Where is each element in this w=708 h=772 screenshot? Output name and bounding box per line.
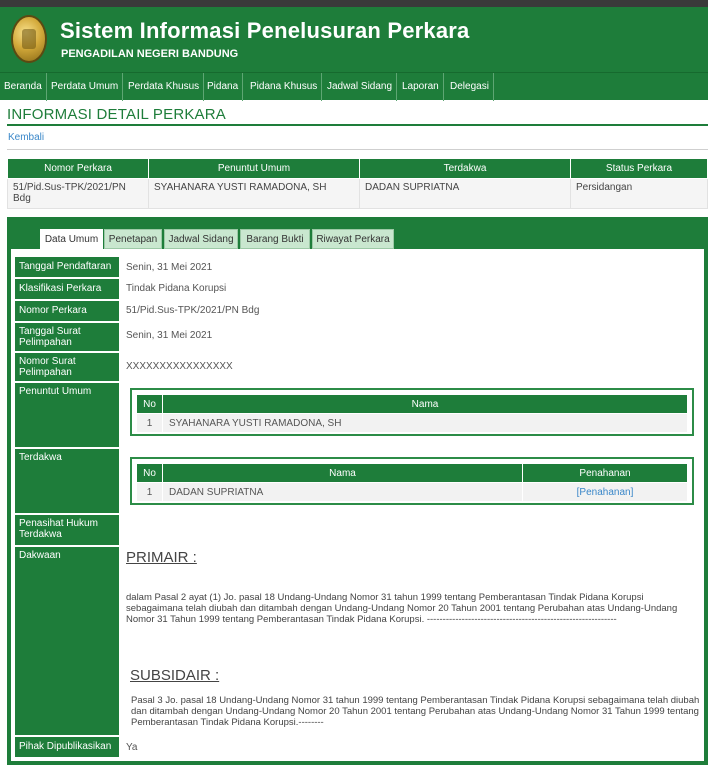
col-penahanan: Penahanan [523, 464, 688, 483]
app-subtitle: PENGADILAN NEGERI BANDUNG [61, 48, 239, 60]
penahanan-link[interactable]: [Penahanan] [576, 486, 634, 498]
primair-text: dalam Pasal 2 ayat (1) Jo. pasal 18 Undang-Undang Nomor 31 tahun 1999 tentang Pemberantasan Tindak Pidana Korupsi sebagaimana telah diubah dan ditambah dengan Undang-Undang Nomor 20 Tahun 2001 tentang Perubahan atas Undang-Undang Nomor 31 Tahun 1999 tentang Pemberantasan Tindak Pidana Korupsi. ------------------------------------------------------------ [126, 592, 678, 625]
nav-perdata-khusus[interactable]: Perdata Khusus [124, 73, 204, 101]
col-no: No [137, 464, 163, 483]
value-tanggal-pendaftaran: Senin, 31 Mei 2021 [126, 262, 213, 273]
value-nomor-perkara: 51/Pid.Sus-TPK/2021/PN Bdg [126, 305, 260, 316]
cell-penuntut-umum: SYAHANARA YUSTI RAMADONA, SH [149, 179, 360, 209]
heading-divider [7, 124, 708, 126]
nav-pidana[interactable]: Pidana [203, 73, 243, 101]
penuntut-umum-table-box [130, 388, 694, 436]
cell-nama: DADAN SUPRIATNA [163, 483, 523, 502]
label-nomor-perkara: Nomor Perkara [15, 301, 119, 321]
primair-title: PRIMAIR : [126, 549, 197, 566]
col-status-perkara: Status Perkara [571, 159, 708, 179]
value-nomor-surat-pelimpahan: XXXXXXXXXXXXXXXX [126, 361, 233, 372]
nav-perdata-umum[interactable]: Perdata Umum [47, 73, 123, 101]
label-klasifikasi-perkara: Klasifikasi Perkara [15, 279, 119, 299]
label-tanggal-surat-pelimpahan: Tanggal Surat Pelimpahan [15, 323, 119, 351]
cell-no: 1 [137, 414, 163, 433]
label-penuntut-umum: Penuntut Umum [15, 383, 119, 447]
tab-bar [7, 229, 708, 249]
divider [7, 149, 708, 150]
nav-pidana-khusus[interactable]: Pidana Khusus [246, 73, 322, 101]
col-penuntut-umum: Penuntut Umum [149, 159, 360, 179]
cell-nama: SYAHANARA YUSTI RAMADONA, SH [163, 414, 688, 433]
col-nama: Nama [163, 395, 688, 414]
tab-jadwal-sidang[interactable]: Jadwal Sidang [164, 229, 238, 249]
cell-status-perkara: Persidangan [571, 179, 708, 209]
tab-riwayat-perkara[interactable]: Riwayat Perkara [312, 229, 394, 249]
cell-no: 1 [137, 483, 163, 502]
tab-barang-bukti[interactable]: Barang Bukti [240, 229, 310, 249]
label-terdakwa: Terdakwa [15, 449, 119, 513]
cell-penahanan [523, 483, 688, 502]
top-strip [0, 0, 708, 7]
label-nomor-surat-pelimpahan: Nomor Surat Pelimpahan [15, 353, 119, 381]
nav-delegasi[interactable]: Delegasi [446, 73, 494, 101]
data-umum-content [11, 249, 704, 761]
emblem-detail [22, 29, 36, 49]
table-row [8, 179, 708, 209]
value-pihak-dipublikasikan: Ya [126, 742, 138, 753]
page-title: INFORMASI DETAIL PERKARA [7, 106, 227, 123]
court-emblem-logo [11, 15, 47, 63]
label-tanggal-pendaftaran: Tanggal Pendaftaran [15, 257, 119, 277]
penuntut-umum-table [136, 394, 688, 433]
value-klasifikasi-perkara: Tindak Pidana Korupsi [126, 283, 227, 294]
table-row [137, 483, 688, 502]
header-banner [0, 7, 708, 72]
cell-nomor-perkara: 51/Pid.Sus-TPK/2021/PN Bdg [8, 179, 149, 209]
nav-beranda[interactable]: Beranda [0, 73, 47, 101]
value-tanggal-surat-pelimpahan: Senin, 31 Mei 2021 [126, 330, 213, 341]
main-nav [0, 72, 708, 100]
label-pihak-dipublikasikan: Pihak Dipublikasikan [15, 737, 119, 757]
app-title: Sistem Informasi Penelusuran Perkara [60, 18, 470, 43]
col-nama: Nama [163, 464, 523, 483]
subsidair-text: Pasal 3 Jo. pasal 18 Undang-Undang Nomor 31 tahun 1999 tentang Pemberantasan Tindak Pidana Korupsi sebagaimana telah diubah dan ditambah dengan Undang-Undang Nomor 20 Tahun 2001 tentang Perubahan atas Undang-Undang Nomor 31 Tahun 1999 tentang Pemberantasan Tindak Pidana Korupsi.-------- [131, 695, 700, 728]
table-row [137, 414, 688, 433]
back-link[interactable]: Kembali [8, 132, 45, 143]
case-summary-table [7, 158, 708, 209]
terdakwa-table-box [130, 457, 694, 505]
col-nomor-perkara: Nomor Perkara [8, 159, 149, 179]
col-no: No [137, 395, 163, 414]
label-dakwaan: Dakwaan [15, 547, 119, 735]
cell-terdakwa: DADAN SUPRIATNA [360, 179, 571, 209]
terdakwa-table [136, 463, 688, 502]
nav-laporan[interactable]: Laporan [398, 73, 444, 101]
nav-jadwal-sidang[interactable]: Jadwal Sidang [323, 73, 397, 101]
detail-panel [7, 217, 708, 765]
col-terdakwa: Terdakwa [360, 159, 571, 179]
tab-penetapan[interactable]: Penetapan [104, 229, 162, 249]
label-penasihat-hukum: Penasihat Hukum Terdakwa [15, 515, 119, 545]
tab-data-umum[interactable]: Data Umum [40, 229, 103, 249]
subsidair-title: SUBSIDAIR : [130, 667, 220, 684]
